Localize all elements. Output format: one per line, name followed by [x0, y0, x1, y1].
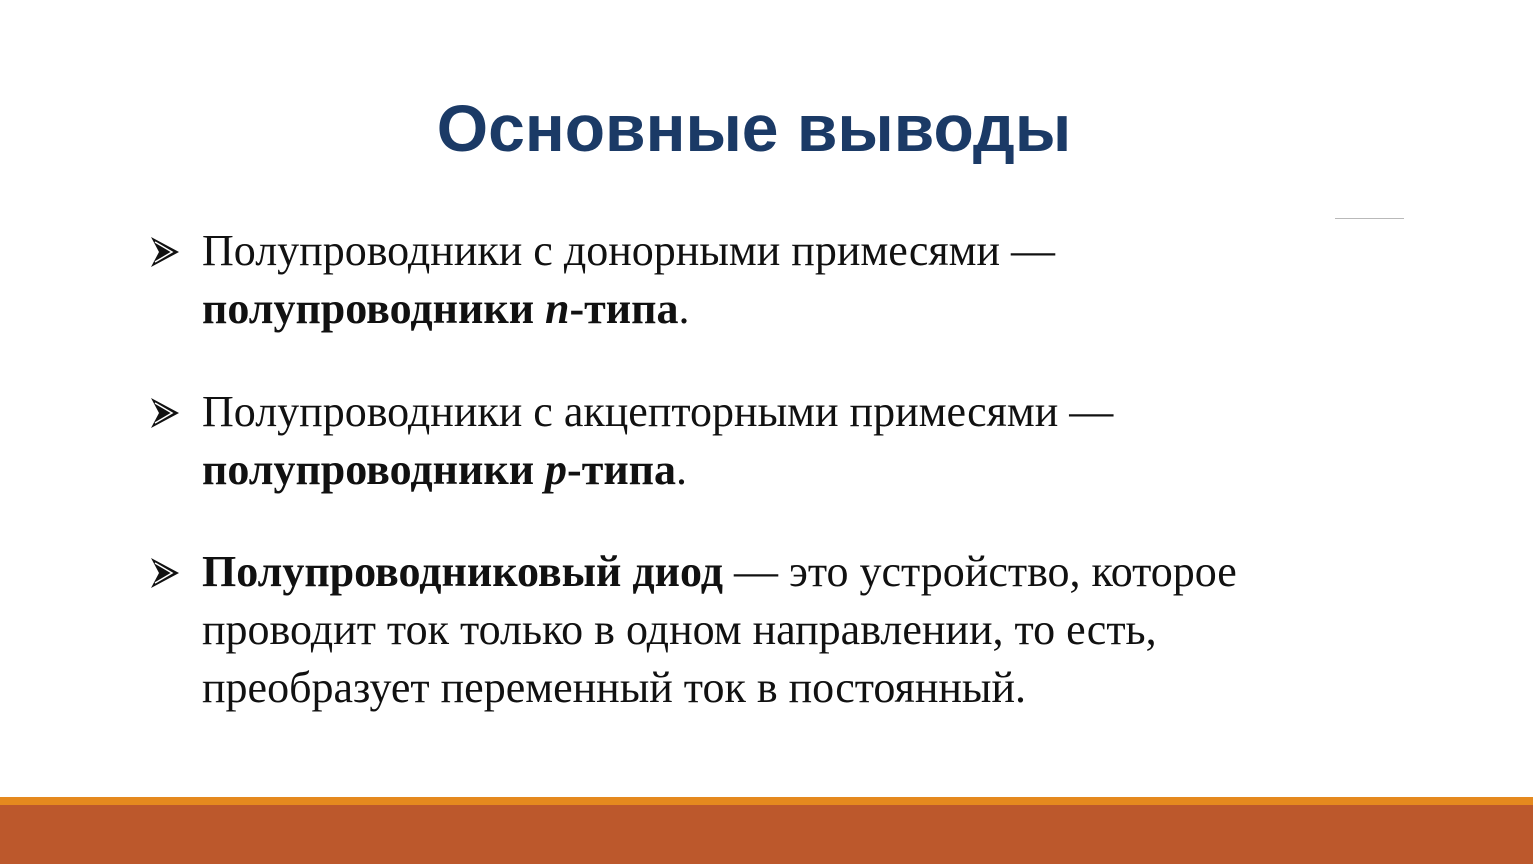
bullet-bold-term: полупроводники [202, 445, 546, 494]
accent-bar-bottom [0, 805, 1533, 864]
bullet-text [202, 383, 1378, 499]
bullet-item [148, 383, 1378, 499]
bullet-bold-suffix: -типа [569, 284, 679, 333]
arrowhead-bullet-icon [148, 543, 188, 601]
bullet-text [202, 222, 1378, 338]
bullet-type-letter: p [545, 445, 568, 494]
accent-bar-top [0, 797, 1533, 805]
bullet-item [148, 543, 1378, 717]
bullet-period: . [678, 284, 690, 333]
bullet-bold-term: полупроводники [202, 284, 546, 333]
bullet-description: — это устройство, которое проводит ток только в одном направлении, то есть, преобразует переменный ток в постоянный. [202, 547, 1237, 712]
bullet-text [202, 543, 1378, 717]
bullet-bold-suffix: -типа [567, 445, 677, 494]
arrowhead-bullet-icon [148, 383, 188, 441]
decorative-line [1335, 218, 1404, 219]
slide-title: Основные выводы [436, 91, 1072, 165]
bullet-line: Полупроводники с акцепторными примесями — [202, 387, 1114, 436]
bullet-line: Полупроводники с донорными примесями — [202, 226, 1055, 275]
bullet-item [148, 222, 1378, 338]
bullet-type-letter: n [545, 284, 570, 333]
bullet-period: . [676, 445, 688, 494]
bullet-bold-term: Полупроводниковый диод [202, 547, 723, 596]
arrowhead-bullet-icon [148, 222, 188, 280]
